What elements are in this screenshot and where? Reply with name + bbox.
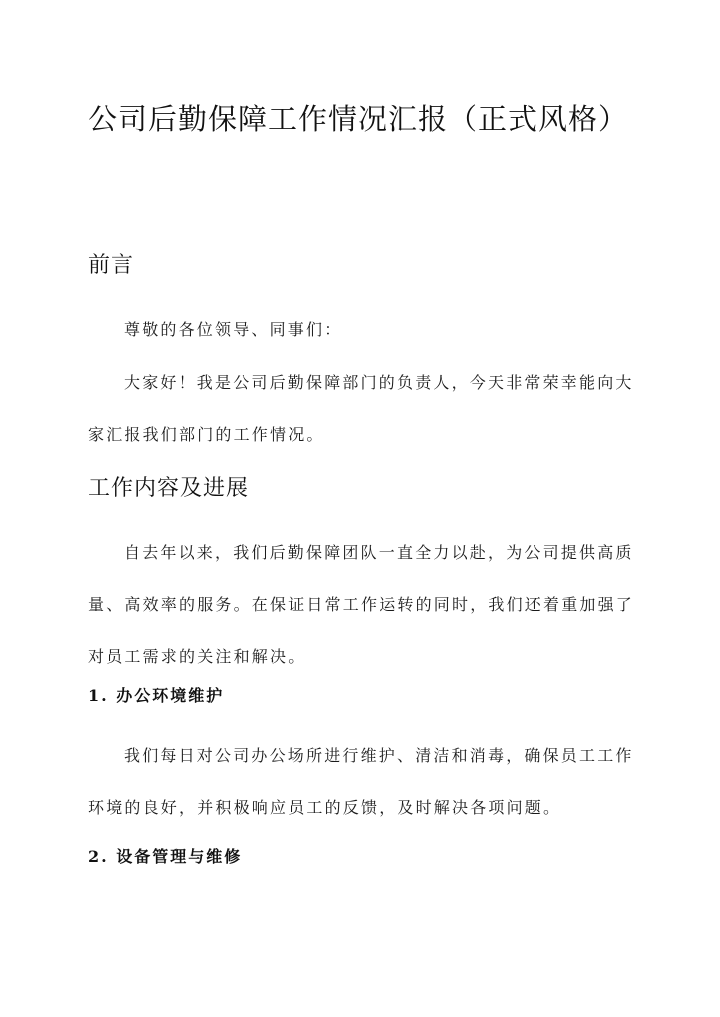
- foreword-paragraph-1: 尊敬的各位领导、同事们：: [124, 320, 343, 339]
- office-maintenance-paragraph: 我们每日对公司办公场所进行维护、清洁和消毒，确保员工工作环境的良好，并积极响应员工的反馈，及时解决各项问题。: [88, 746, 634, 817]
- section-heading-foreword: 前言: [88, 253, 135, 278]
- section-heading-work: 工作内容及进展: [88, 476, 250, 501]
- subsection-heading-equipment-management: 2. 设备管理与维修: [88, 847, 243, 866]
- foreword-paragraph-2: 大家好！我是公司后勤保障部门的负责人，今天非常荣幸能向大家汇报我们部门的工作情况。: [88, 373, 634, 444]
- document-title: 公司后勤保障工作情况汇报（正式风格）: [88, 102, 629, 136]
- subsection-heading-office-maintenance: 1. 办公环境维护: [88, 686, 225, 705]
- work-intro-paragraph: 自去年以来，我们后勤保障团队一直全力以赴，为公司提供高质量、高效率的服务。在保证日常工作运转的同时，我们还着重加强了对员工需求的关注和解决。: [88, 543, 635, 666]
